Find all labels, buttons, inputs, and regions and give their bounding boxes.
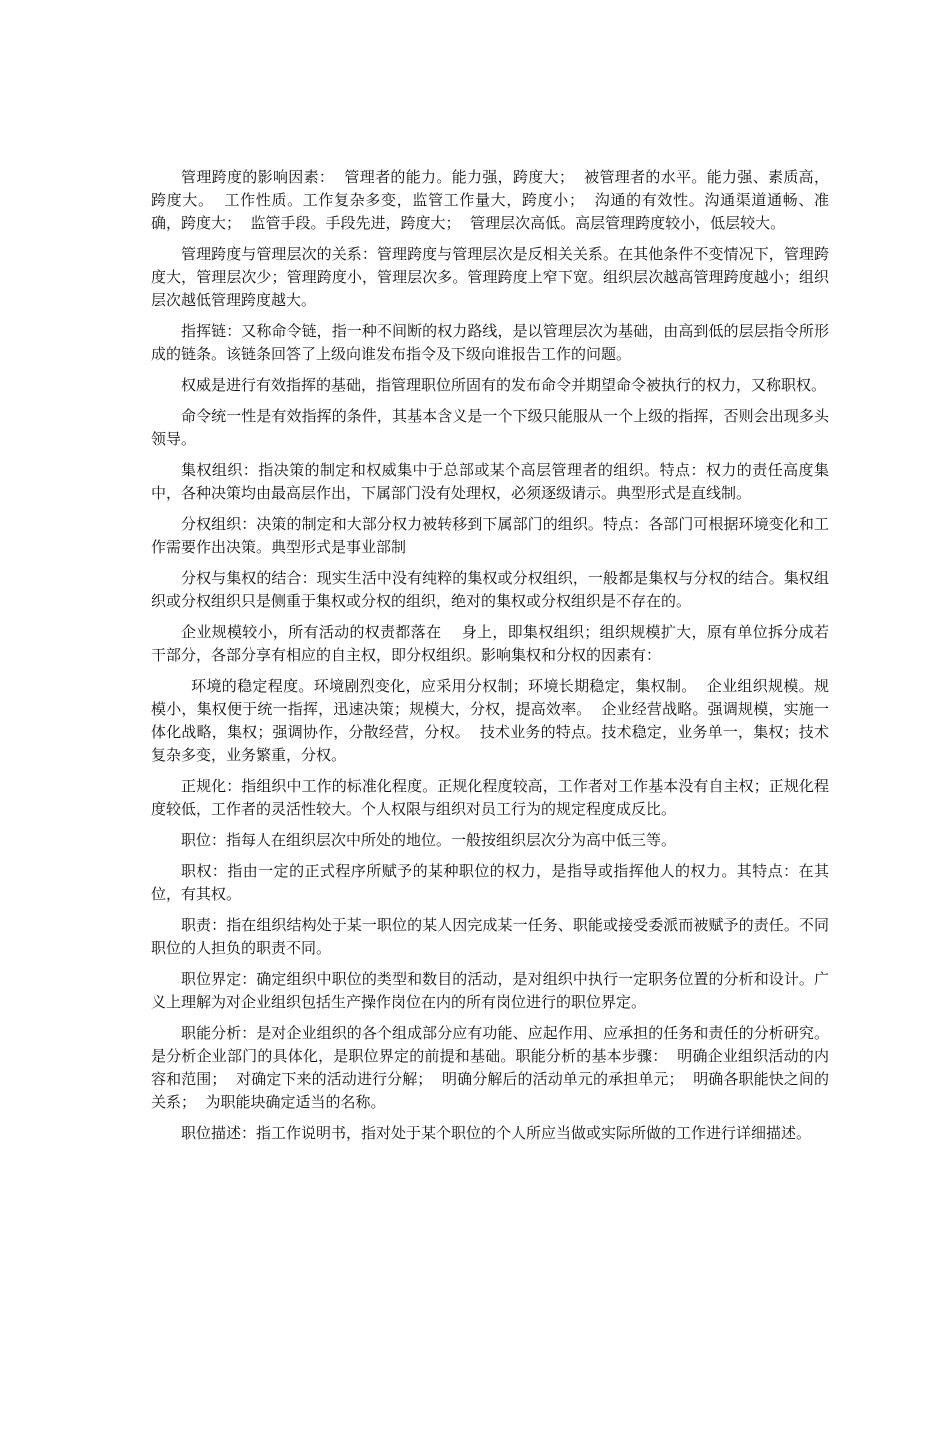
paragraph-unity-of-command: 命令统一性是有效指挥的条件，其基本含义是一个下级只能服从一个上级的指挥，否则会出现多头领导。 <box>151 407 829 448</box>
paragraph-formalization: 正规化：指组织中工作的标准化程度。正规化程度较高，工作者对工作基本没有自主权；正规化程度较低，工作者的灵活性较大。个人权限与组织对员工行为的规定程度成反比。 <box>151 777 829 818</box>
paragraph-responsibility: 职责：指在组织结构处于某一职位的某人因完成某一任务、职能或接受委派而被赋予的责任。不同职位的人担负的职责不同。 <box>151 916 829 957</box>
document-page <box>151 166 829 1153</box>
paragraph-span-levels-relation: 管理跨度与管理层次的关系：管理跨度与管理层次是反相关关系。在其他条件不变情况下，管理跨度大，管理层次少；管理跨度小，管理层次多。管理跨度上窄下宽。组织层次越高管理跨度越小；组织层次越低管理跨度越大。 <box>151 245 829 309</box>
paragraph-decentralized-org: 分权组织：决策的制定和大部分权力被转移到下属部门的组织。特点：各部门可根据环境变化和工作需要作出决策。典型形式是事业部制 <box>151 515 829 556</box>
paragraph-position: 职位：指每人在组织层次中所处的地位。一般按组织层次分为高中低三等。 <box>181 831 677 849</box>
paragraph-authority: 权威是进行有效指挥的基础，指管理职位所固有的发布命令并期望命令被执行的权力，又称职权。 <box>181 376 827 394</box>
paragraph-function-analysis: 职能分析：是对企业组织的各个组成部分应有功能、应起作用、应承担的任务和责任的分析研究。是分析企业部门的具体化，是职位界定的前提和基础。职能分析的基本步骤： 明确企业组织活动的内容和范围； 对确定下来的活动进行分解； 明确分解后的活动单元的承担单元； 明确各职能快之间的关系； 为职能块确定适当的名称。 <box>151 1024 829 1111</box>
paragraph-power: 职权：指由一定的正式程序所赋予的某种职位的权力，是指导或指挥他人的权力。其特点：在其位，有其权。 <box>151 862 829 903</box>
paragraph-position-description: 职位描述：指工作说明书，指对处于某个职位的个人所应当做或实际所做的工作进行详细描述。 <box>181 1124 812 1142</box>
paragraph-enterprise-scale: 企业规模较小，所有活动的权责都落在 身上，即集权组织；组织规模扩大，原有单位拆分成若干部分，各部分享有相应的自主权，即分权组织。影响集权和分权的因素有： <box>151 623 829 664</box>
paragraph-centralized-org: 集权组织：指决策的制定和权威集中于总部或某个高层管理者的组织。特点：权力的责任高度集中，各种决策均由最高层作出，下属部门没有处理权，必须逐级请示。典型形式是直线制。 <box>151 461 829 502</box>
paragraph-chain-of-command: 指挥链：又称命令链，指一种不间断的权力路线，是以管理层次为基础，由高到低的层层指令所形成的链条。该链条回答了上级向谁发布指令及下级向谁报告工作的问题。 <box>151 322 829 363</box>
paragraph-position-definition: 职位界定：确定组织中职位的类型和数目的活动，是对组织中执行一定职务位置的分析和设计。广义上理解为对企业组织包括生产操作岗位在内的所有岗位进行的职位界定。 <box>151 970 829 1011</box>
paragraph-combination: 分权与集权的结合：现实生活中没有纯粹的集权或分权组织，一般都是集权与分权的结合。集权组织或分权组织只是侧重于集权或分权的组织，绝对的集权或分权组织是不存在的。 <box>151 569 829 610</box>
paragraph-influencing-factors: 环境的稳定程度。环境剧烈变化，应采用分权制；环境长期稳定，集权制。 企业组织规模。规模小，集权便于统一指挥，迅速决策；规模大，分权，提高效率。 企业经营战略。强调规模，实施一体化战略，集权；强调协作，分散经营，分权。 技术业务的特点。技术稳定，业务单一，集权；技术复杂多变，业务繁重，分权。 <box>151 677 829 764</box>
paragraph-span-factors: 管理跨度的影响因素： 管理者的能力。能力强，跨度大； 被管理者的水平。能力强、素质高，跨度大。 工作性质。工作复杂多变，监管工作量大，跨度小； 沟通的有效性。沟通渠道通畅、准确，跨度大； 监管手段。手段先进，跨度大； 管理层次高低。高层管理跨度较小，低层较大。 <box>151 168 829 232</box>
